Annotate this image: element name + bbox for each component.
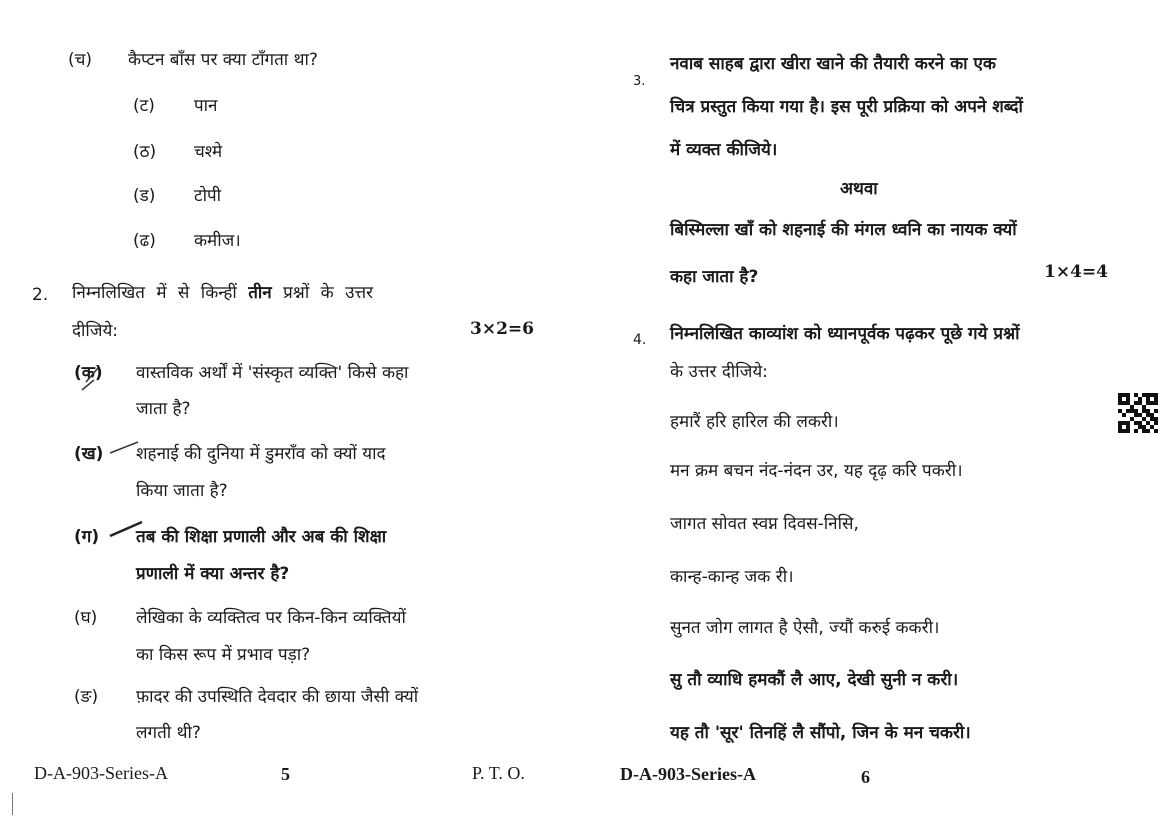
option-text: टोपी [194,186,222,206]
option-label: (ट) [133,96,155,116]
scan-edge-mark [12,793,13,815]
footer-page: 5 [281,764,290,784]
q2-line1-a: निम्नलिखित में से किन्हीं [72,283,237,303]
subq-label-gha: (घ) [74,608,98,628]
q3-number: 3. [633,74,646,89]
q2-line1 [72,282,373,304]
option-label: (ढ) [133,231,156,251]
q3-alt-line1: बिस्मिल्ला खाँ को शहनाई की मंगल ध्वनि का नायक क्यों [670,220,1017,240]
q2-marks: 3×2=6 [470,319,534,339]
pen-marks-icon [80,360,150,560]
q1-ch-label: (च) [68,50,93,70]
q3-marks: 1×4=4 [1044,262,1108,282]
option-text: चश्मे [194,142,223,162]
subq-nga-line1: फ़ादर की उपस्थिति देवदार की छाया जैसी क्यों [136,687,419,707]
q1-ch-text: कैप्टन बाँस पर क्या टाँगता था? [128,50,318,70]
subq-nga-line2: लगती थी? [136,723,201,743]
q2-line1-bold: तीन [248,283,272,303]
footer-page: 6 [861,767,870,787]
q2-line1-b: प्रश्नों के उत्तर [283,283,374,303]
q4-number: 4. [633,332,647,348]
option-label: (ड) [133,186,156,206]
right-page [585,0,1169,827]
subq-ga-line1: तब की शिक्षा प्रणाली और अब की शिक्षा [136,527,387,547]
poem-line-7: यह तौ 'सूर' तिनहिं लै सौंपो, जिन के मन चकरी। [670,723,971,743]
q3-line3: में व्यक्त कीजिये। [670,140,778,160]
q4-line2: के उत्तर दीजिये: [670,362,768,382]
q3-alt-line2: कहा जाता है? [670,267,759,287]
option-label: (ठ) [133,142,157,162]
poem-line-3: जागत सोवत स्वप्न दिवस-निसि, [670,514,859,534]
subq-label-kha: (ख) [74,444,104,464]
footer-code: D-A-903-Series-A [620,764,756,784]
subq-label-nga: (ङ) [74,687,99,707]
q3-line2: चित्र प्रस्तुत किया गया है। इस पूरी प्रक्रिया को अपने शब्दों [670,97,1023,117]
poem-line-1: हमारैं हरि हारिल की लकरी। [670,412,839,432]
poem-line-4: कान्ह-कान्ह जक री। [670,567,794,587]
poem-line-5: सुनत जोग लागत है ऐसौ, ज्यौं करुई ककरी। [670,618,940,638]
q3-or-label: अथवा [840,179,878,199]
q4-line1: निम्नलिखित काव्यांश को ध्यानपूर्वक पढ़कर पूछे गये प्रश्नों [670,324,1020,344]
subq-ga-line2: प्रणाली में क्या अन्तर है? [136,564,290,584]
footer-pto: P. T. O. [472,763,525,783]
subq-kha-line2: किया जाता है? [136,481,228,501]
option-text: कमीज। [194,231,241,251]
poem-line-2: मन क्रम बचन नंद-नंदन उर, यह दृढ़ करि पकरी। [670,461,963,481]
q2-number: 2. [32,285,49,305]
option-text: पान [194,96,218,116]
subq-ka-line1: वास्तविक अर्थों में 'संस्कृत व्यक्ति' किसे कहा [136,363,409,383]
subq-gha-line1: लेखिका के व्यक्तित्व पर किन-किन व्यक्तियों [136,608,406,628]
poem-line-6: सु तौ व्याधि हमकौं लै आए, देखी सुनी न करी। [670,670,959,690]
q2-line2: दीजिये: [72,321,119,341]
subq-ka-line2: जाता है? [136,399,191,419]
subq-kha-line1: शहनाई की दुनिया में डुमराँव को क्यों याद [136,444,386,464]
subq-label-ka: (क) [74,363,103,383]
subq-label-ga: (ग) [74,527,100,547]
q3-line1: नवाब साहब द्वारा खीरा खाने की तैयारी करने का एक [670,54,996,74]
footer-code: D-A-903-Series-A [34,763,168,783]
qr-code-icon [1118,393,1158,433]
subq-gha-line2: का किस रूप में प्रभाव पड़ा? [136,645,311,665]
